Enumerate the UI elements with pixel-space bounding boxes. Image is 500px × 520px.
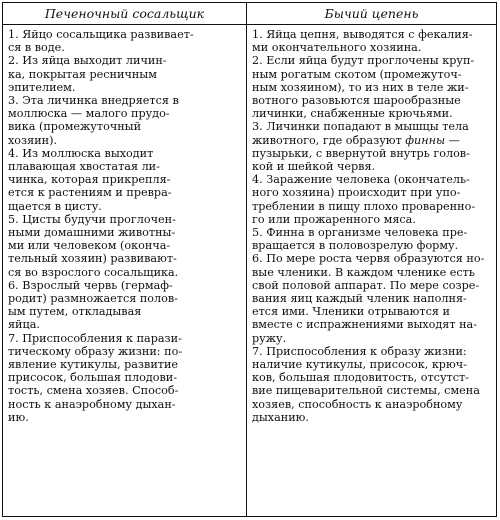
text-fragment: животного, где образуют [252,133,402,147]
text-line: 4. Заражение человека (окончатель- [252,173,470,187]
text-line: пузырьки, с ввернутой внутрь голов- [252,146,470,160]
text-line: 7. Приспособления к образу жизни: [252,344,467,358]
text-line: ного хозяина) происходит при упо- [252,186,461,200]
text-line: 2. Если яйца будут проглочены круп- [252,54,475,68]
text-line: ка, покрытая ресничным [8,67,157,81]
text-line: 2. Из яйца выходит личин- [8,54,167,68]
text-line: ым путем, откладывая [8,305,142,319]
text-line: треблении в пищу плохо проваренно- [252,199,476,213]
text-fragment: — [445,133,460,147]
text-line: яйца. [8,318,40,332]
text-line: личинки, снабженные крючьями. [252,107,453,121]
text-line: 3. Эта личинка внедряется в [8,94,179,108]
text-line: 1. Яйца цепня, выводятся с фекалия- [252,28,473,41]
text-line: родит) размножается полов- [8,292,178,306]
text-line: 3. Личинки попадают в мышцы тела [252,120,469,134]
beef-tapeworm-column [247,25,496,516]
text-line: ся во взрослого сосальщика. [8,265,179,279]
text-line: тическому образу жизни: по- [8,344,183,358]
text-line: моллюска — малого прудо- [8,107,170,121]
text-line: наличие кутикулы, присосок, крюч- [252,358,467,372]
text-line: присосок, большая плодови- [8,371,177,385]
text-line: вания яиц каждый членик наполня- [252,292,467,306]
text-line: ным рогатым скотом (промежуточ- [252,67,462,81]
text-line: ков, большая плодовитость, отсутст- [252,371,469,385]
text-line: ся в воде. [8,41,65,55]
text-line: хозяин). [8,133,58,147]
text-line: 5. Финна в организме человека пре- [252,226,468,240]
header-liver-fluke: Печеночный сосальщик [3,3,247,25]
text-line: вместе с испражнениями выходят на- [252,318,477,332]
text-line: тость, смена хозяев. Способ- [8,384,179,398]
text-line: 7. Приспособления к парази- [8,331,182,345]
text-line: явление кутикулы, развитие [8,358,179,372]
text-line-with-term [252,134,492,147]
text-line: 6. По мере роста червя образуются но- [252,252,485,266]
text-line: вращается в половозрелую форму. [252,239,459,253]
text-line: 4. Из моллюска выходит [8,146,154,160]
text-line: тельный хозяин) развивают- [8,252,177,266]
text-line: вые членики. В каждом членике есть [252,265,475,279]
text-line: го или прожаренного мяса. [252,212,416,226]
text-line: вика (промежуточный [8,120,142,134]
text-line: эпителием. [8,80,76,94]
liver-fluke-column [3,25,247,516]
text-line: ию. [8,410,29,424]
text-line: щается в цисту. [8,199,102,213]
text-line: 6. Взрослый червь (гермаф- [8,278,173,292]
text-line: плавающая хвостатая ли- [8,160,160,174]
text-line: чинка, которая прикрепля- [8,173,171,187]
text-line: кой и шейкой червя. [252,160,376,174]
text-line: ми или человеком (оконча- [8,239,171,253]
text-line: ность к анаэробному дыхан- [8,397,176,411]
text-line: ется к растениям и превра- [8,186,172,200]
text-line: вотного разовьются шарообразные [252,94,461,108]
comparison-table [2,2,497,517]
text-line: хозяев, способность к анаэробному [252,397,463,411]
text-line: дыханию. [252,410,309,424]
text-line: ется ими. Членики отрываются и [252,305,450,319]
header-beef-tapeworm: Бычий цепень [247,3,496,25]
text-line: свой половой аппарат. По мере созре- [252,278,480,292]
text-line: вие пищеварительной системы, смена [252,384,480,398]
text-line: 5. Цисты будучи проглочен- [8,212,176,226]
term-finny: финны [405,133,446,147]
text-line: ным хозяином), то из них в теле жи- [252,80,469,94]
text-line: ружу. [252,331,287,345]
text-line: 1. Яйцо сосальщика развивает- [8,28,194,41]
text-line: ми окончательного хозяина. [252,41,422,55]
text-line: ными домашними животны- [8,226,176,240]
